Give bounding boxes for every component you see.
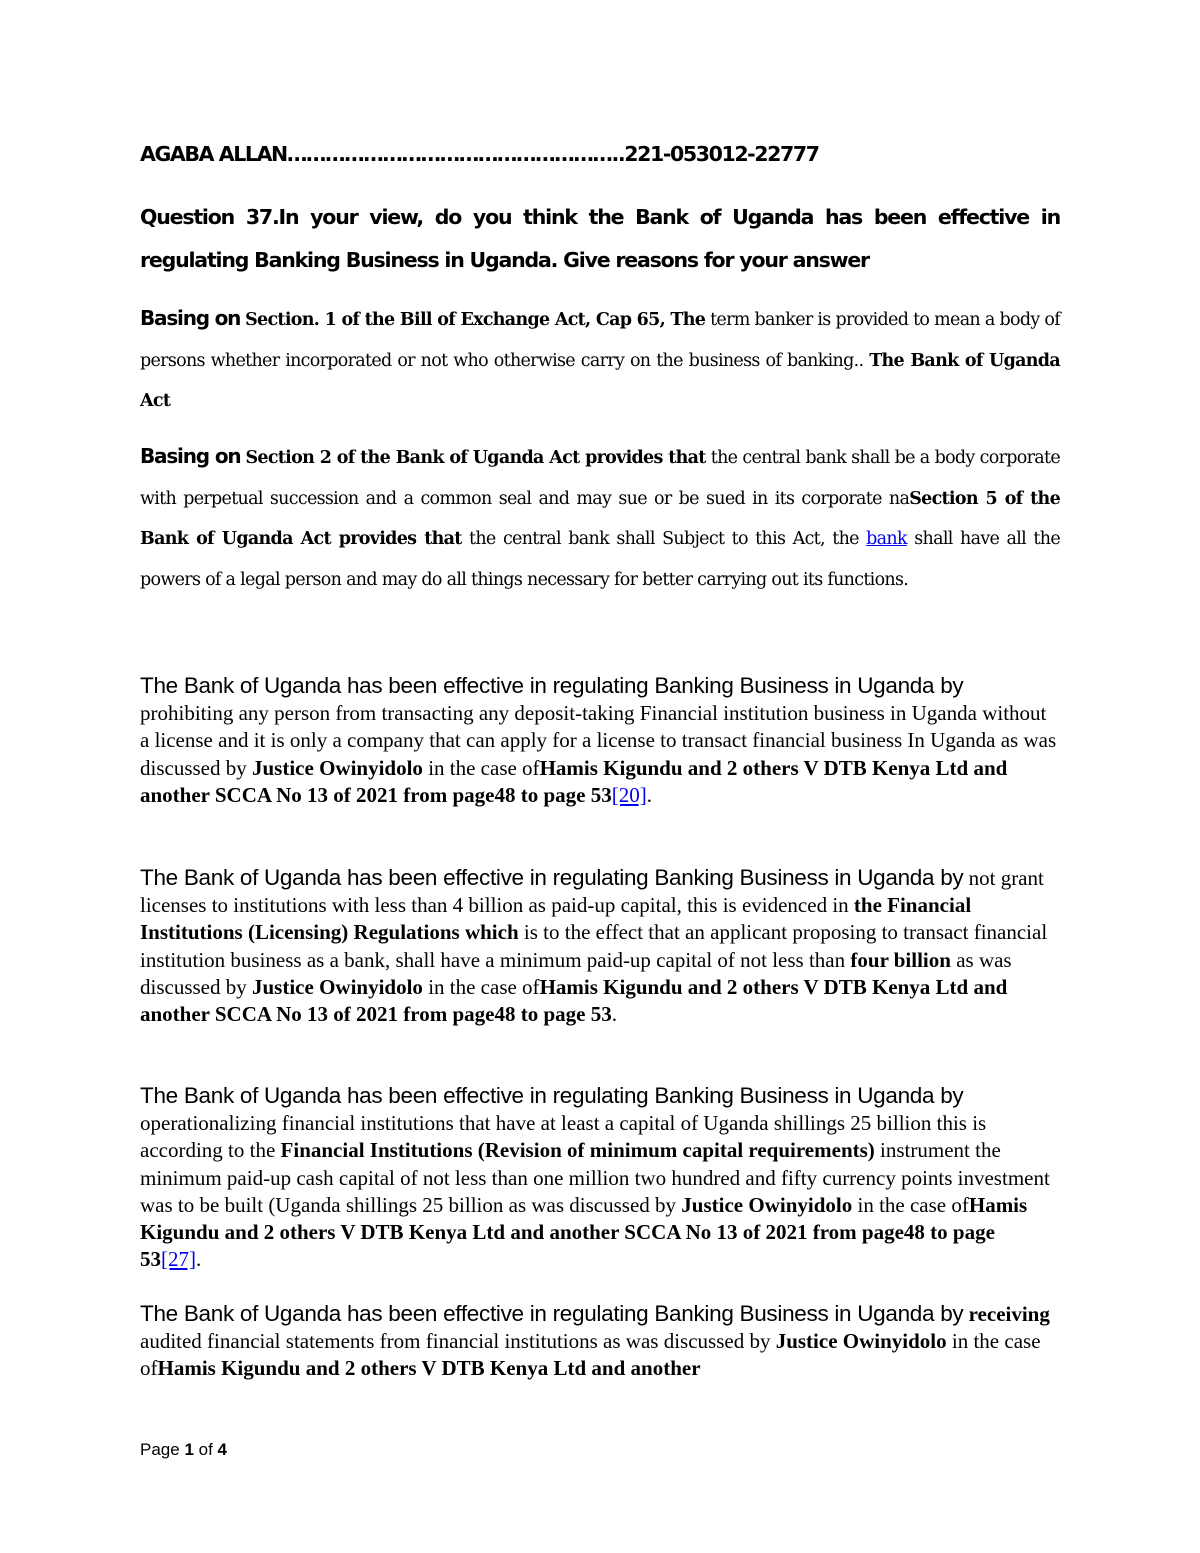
body-text: not grant licenses to institutions with less than 4 billion as paid-up capital, this is evidenced in	[140, 866, 1044, 918]
bold-text: receiving	[968, 1302, 1050, 1326]
paragraph-lead: Basing on	[140, 444, 241, 468]
paragraph-effect-paid-up-capital	[140, 864, 1060, 1028]
body-text: in the case of	[852, 1192, 969, 1217]
footer-page-word: Page	[140, 1440, 185, 1459]
student-header	[140, 142, 819, 166]
footer-of-word: of	[193, 1440, 218, 1459]
body-text: as was discussed by	[140, 947, 1012, 999]
paragraph-bank-of-uganda-act	[140, 436, 1060, 600]
judge-name: Justice Owinyidolo	[252, 755, 423, 780]
paragraph-lead: The Bank of Uganda has been effective in regulating Banking Business in Uganda by	[140, 865, 964, 890]
body-text: prohibiting any person from transacting any deposit-taking Financial institution business in Uganda without a license and it is only a company that can apply for a license to transact financial business In Uganda as was discussed by	[140, 701, 1057, 780]
bold-text: Section 2 of the Bank of Uganda Act provides that	[245, 448, 706, 468]
footer-total-pages: 4	[217, 1440, 227, 1459]
paragraph-lead: The Bank of Uganda has been effective in regulating Banking Business in Uganda by	[140, 1301, 964, 1326]
header-dots: ……………………………………………..	[286, 142, 625, 166]
body-text: in the case of	[422, 755, 540, 780]
question-heading: Question 37.In your view, do you think the Bank of Uganda has been effective in regulating Banking Business in Uganda. Give reasons for your answer	[140, 205, 1060, 272]
student-name: AGABA ALLAN	[140, 142, 287, 166]
bold-text: Financial Institutions (Revision of minimum capital requirements)	[280, 1138, 875, 1163]
page-footer	[140, 1440, 227, 1460]
body-text: is to the effect that an applicant proposing to transact financial institution business as a bank, shall have a minimum paid-up capital of not less than	[140, 920, 1048, 972]
paragraph-effect-minimum-capital	[140, 1082, 1060, 1273]
body-text: the central bank shall be a body corporate with perpetual succession and a common seal and may sue or be sued in its corporate na	[140, 448, 1060, 509]
body-text: term banker is provided to mean a body of persons whether incorporated or not who otherwise carry on the business of banking..	[140, 310, 1060, 371]
case-citation: Hamis Kigundu and 2 others V DTB Kenya Ltd and another	[157, 1356, 701, 1381]
body-text: .	[611, 1002, 617, 1027]
bank-link[interactable]: bank	[866, 529, 907, 549]
bold-text: The Bank of Uganda Act	[140, 350, 1060, 411]
footnote-link-27[interactable]: [27]	[161, 1247, 196, 1272]
paragraph-effect-audited-statements	[140, 1300, 1060, 1383]
body-text: in the case of	[140, 1329, 1041, 1381]
body-text: the central bank shall Subject to this Act, the	[461, 529, 867, 549]
judge-name: Justice Owinyidolo	[681, 1192, 853, 1217]
bold-text: Section 5 of the Bank of Uganda Act provides that	[140, 488, 1061, 549]
body-text: shall have all the powers of a legal person and may do all things necessary for better carrying out its functions.	[140, 529, 1060, 590]
footer-current-page: 1	[184, 1440, 194, 1459]
body-text: .	[646, 782, 652, 807]
bold-text: the Financial Institutions (Licensing) Regulations which	[140, 893, 972, 945]
case-citation: Hamis Kigundu and 2 others V DTB Kenya Ltd and another SCCA No 13 of 2021 from page48 to page 53	[140, 1192, 1028, 1272]
judge-name: Justice Owinyidolo	[252, 974, 423, 999]
bold-text: four billion	[850, 947, 951, 972]
paragraph-lead: The Bank of Uganda has been effective in regulating Banking Business in Uganda by	[140, 673, 964, 698]
case-citation: Hamis Kigundu and 2 others V DTB Kenya Ltd and another SCCA No 13 of 2021 from page48 to page 53	[140, 755, 1008, 807]
paragraph-effect-licensing	[140, 672, 1060, 809]
paragraph-lead: Basing on	[140, 306, 241, 330]
body-text: in the case of	[422, 974, 540, 999]
registration-number: 221-053012-22777	[624, 142, 819, 166]
case-citation: Hamis Kigundu and 2 others V DTB Kenya Ltd and another SCCA No 13 of 2021 from page48 to page 53	[140, 974, 1008, 1027]
bold-text: Section. 1 of the Bill of Exchange Act, Cap 65, The	[245, 310, 706, 330]
body-text: operationalizing financial institutions that have at least a capital of Uganda shillings 25 billion this is according to the	[140, 1111, 987, 1163]
paragraph-lead: The Bank of Uganda has been effective in regulating Banking Business in Uganda by	[140, 1083, 964, 1108]
body-text: audited financial statements from financial institutions as was discussed by	[140, 1329, 776, 1354]
body-text: instrument the minimum paid-up cash capital of not less than one million two hundred and fifty currency points investment was to be built (Uganda shillings 25 billion as was discussed by	[140, 1138, 1050, 1217]
paragraph-bill-of-exchange	[140, 298, 1060, 422]
judge-name: Justice Owinyidolo	[775, 1329, 947, 1354]
body-text: .	[196, 1247, 202, 1272]
footnote-link-20[interactable]: [20]	[611, 782, 647, 807]
